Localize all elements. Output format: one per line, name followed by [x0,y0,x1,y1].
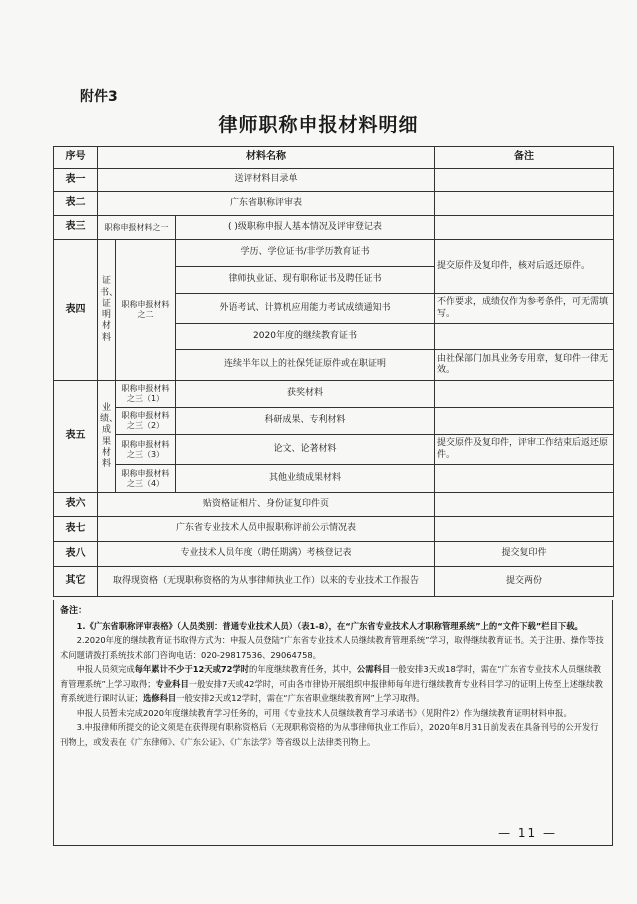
material-name: 科研成果、专利材料 [176,408,435,435]
remark-cell: 不作要求，成绩仅作为参考条件，可无需填写。 [435,294,614,324]
notes-section [53,600,613,846]
sub-label: 职称申报材料之三（4） [116,465,176,493]
row-label: 其它 [54,567,98,597]
material-name: 获奖材料 [176,381,435,408]
sub-label: 职称申报材料之三（2） [116,408,176,435]
remark-cell [435,216,614,240]
note-text: 的年度继续教育任务，其中， [249,664,357,674]
remark-cell [435,192,614,216]
note-emphasis: 每年累计不少于12天或72学时 [134,664,250,674]
note-emphasis: 公需科目 [356,664,391,674]
row-label: 表四 [54,240,98,381]
table-row [54,542,614,567]
note-5: 3.申报律师所提交的论文须是在获得现有职称资格后（无现职称资格的为从事律师执业工作后），2020年8月31日前发表在具备刊号的公开发行刊物上，或发表在《广东律师》、《广东公证》、《广东法学》等省级以上法律类刊物上。 [60,722,599,747]
remark-cell: 提交原件及复印件，评审工作结束后返还原件。 [435,435,614,465]
row-label: 表三 [54,216,98,240]
material-name: 律师执业证、现有职称证书及聘任证书 [176,267,435,294]
remark-cell: 提交复印件 [435,542,614,567]
material-name: 贴资格证相片、身份证复印件页 [98,493,435,517]
note-emphasis: 选修科目 [142,693,177,703]
note-2: 2.2020年度的继续教育证书取得方式为：申报人员登陆“广东省专业技术人员继续教育管理系统”学习，取得继续教育证书。关于注册、操作等技术问题请拨打系统技术部门咨询电话：020-29817536、29064758。 [60,635,604,660]
row-label: 表二 [54,192,98,216]
material-name: 2020年度的继续教育证书 [176,324,435,350]
table-row [54,435,614,465]
note-text: 一般安排7天或42学时，可由各市律协开展组织申报律师每年进行继续教育专业科目学习的证明上传至上述继续教育系统进行课时认证； [60,678,603,703]
header-name: 材料名称 [98,147,435,169]
remark-cell [435,324,614,350]
sub-label: 职称申报材料之三（3） [116,435,176,465]
sub-label: 职称申报材料之一 [98,216,176,240]
table-row [54,567,614,597]
material-name: 学历、学位证书/非学历教育证书 [176,240,435,267]
remark-cell [435,381,614,408]
table-row [54,465,614,493]
page-title: 律师职称申报材料明细 [218,114,419,136]
sub-label: 职称申报材料之三（1） [116,381,176,408]
table-row [54,240,614,267]
remark-cell [435,169,614,192]
note-1 [60,619,606,634]
group-label: 证书、证明材料 [98,240,116,381]
material-name: 连续半年以上的社保凭证原件或在职证明 [176,350,435,381]
material-name: 广东省职称评审表 [98,192,435,216]
note-3 [60,662,606,706]
table-row [54,169,614,192]
row-label: 表五 [54,381,98,493]
note-1-text: 1.《广东省职称评审表格》（人员类别：普通专业技术人员）（表1-8），在“广东省专业技术人才职称管理系统”上的“文件下载”栏目下载。 [76,620,583,631]
material-name: 送评材料目录单 [98,169,435,192]
materials-table [53,146,614,597]
table-row [54,517,614,542]
page-number: — 11 — [498,826,557,840]
row-label: 表八 [54,542,98,567]
note-text: 一般安排3天或18学时，需在“广东省专业技术人员继续教育管理系统”上学习取得； [60,664,602,689]
material-name: 专业技术人员年度（聘任期满）考核登记表 [98,542,435,567]
header-remark: 备注 [435,147,614,169]
material-name: ( )级职称申报人基本情况及评审登记表 [176,216,435,240]
material-name: 取得现资格（无现职称资格的为从事律师执业工作）以来的专业技术工作报告 [98,567,435,597]
remark-cell [435,408,614,435]
table-row [54,381,614,408]
note-4: 申报人员暂未完成2020年度继续教育学习任务的，可用《专业技术人员继续教育学习承诺书》（见附件2）作为继续教育证明材料申报。 [76,707,572,718]
row-label: 表六 [54,493,98,517]
sub-label: 职称申报材料之二 [116,240,176,381]
material-name: 其他业绩成果材料 [176,465,435,493]
table-row [54,408,614,435]
remark-cell [435,465,614,493]
table-row [54,216,614,240]
material-name: 广东省专业技术人员申报职称评前公示情况表 [98,517,435,542]
remark-cell: 由社保部门加具业务专用章，复印件一律无效。 [435,350,614,381]
group-label: 业绩、成果材料 [98,381,116,493]
remark-cell: 提交两份 [435,567,614,597]
table-header-row [54,147,614,169]
table-row [54,192,614,216]
note-text: 申报人员须完成 [76,664,135,674]
notes-title: 备注： [60,606,88,616]
note-text: 一般安排2天或12学时，需在“广东省职业继续教育网”上学习取得。 [176,693,425,703]
row-label: 表一 [54,169,98,192]
material-name: 论文、论著材料 [176,435,435,465]
note-emphasis: 专业科目 [155,678,189,689]
table-row [54,493,614,517]
header-no: 序号 [54,147,98,169]
attachment-label: 附件3 [80,89,118,105]
material-name: 外语考试、计算机应用能力考试成绩通知书 [176,294,435,324]
row-label: 表七 [54,517,98,542]
remark-cell [435,517,614,542]
remark-cell: 提交原件及复印件，核对后返还原件。 [435,240,614,294]
remark-cell [435,493,614,517]
